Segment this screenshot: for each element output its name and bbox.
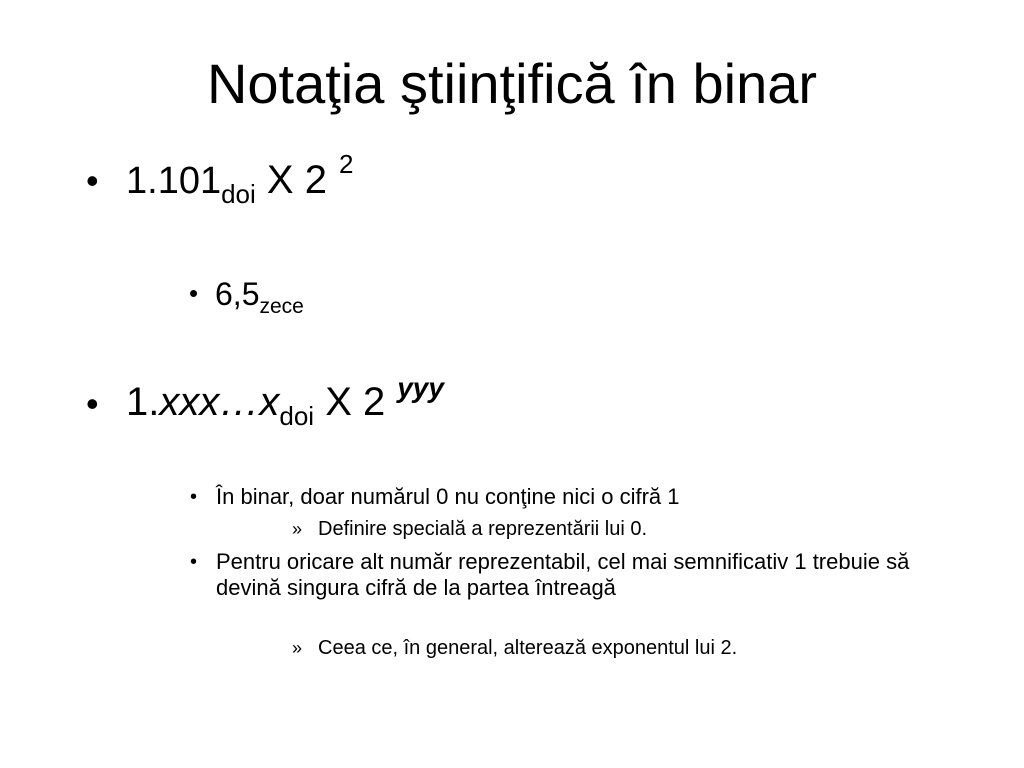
bullet-marker: •	[190, 551, 198, 573]
base-subscript: doi	[279, 401, 315, 431]
mantissa: 1.101	[126, 160, 222, 202]
bullet-text: În binar, doar numărul 0 nu conţine nici o cifră 1	[216, 484, 680, 509]
bullet-text	[215, 275, 304, 318]
bullet-marker: »	[292, 519, 303, 539]
bullet-marker: »	[292, 638, 303, 658]
bullet-marker: •	[86, 160, 99, 201]
decimal-value: 6,5	[215, 276, 260, 312]
bullet-text: Pentru oricare alt număr reprezentabil, cel mai semnificativ 1 trebuie să devină singura cifră de la partea întreagă	[216, 549, 910, 600]
bullet-text: Definire specială a reprezentării lui 0.	[318, 518, 648, 540]
exponent: 2	[338, 149, 354, 179]
bullet-marker: •	[189, 278, 199, 308]
bullet-text	[126, 372, 444, 431]
bullet-marker: •	[86, 383, 99, 424]
bullet-text	[126, 149, 354, 209]
bullet-marker: •	[190, 486, 198, 508]
slide-title: Notaţia ştiinţifică în binar	[206, 52, 818, 115]
decimal-subscript: zece	[259, 295, 304, 318]
bullet-text: Ceea ce, în general, alterează exponentul lui 2.	[318, 637, 738, 659]
mantissa-digits: xxx…x	[159, 380, 280, 424]
mantissa-prefix: 1.	[126, 380, 160, 424]
times-two: X 2	[266, 158, 327, 202]
base-subscript: doi	[221, 179, 256, 209]
exponent: yyy	[397, 372, 444, 403]
times-two: X 2	[325, 380, 386, 424]
